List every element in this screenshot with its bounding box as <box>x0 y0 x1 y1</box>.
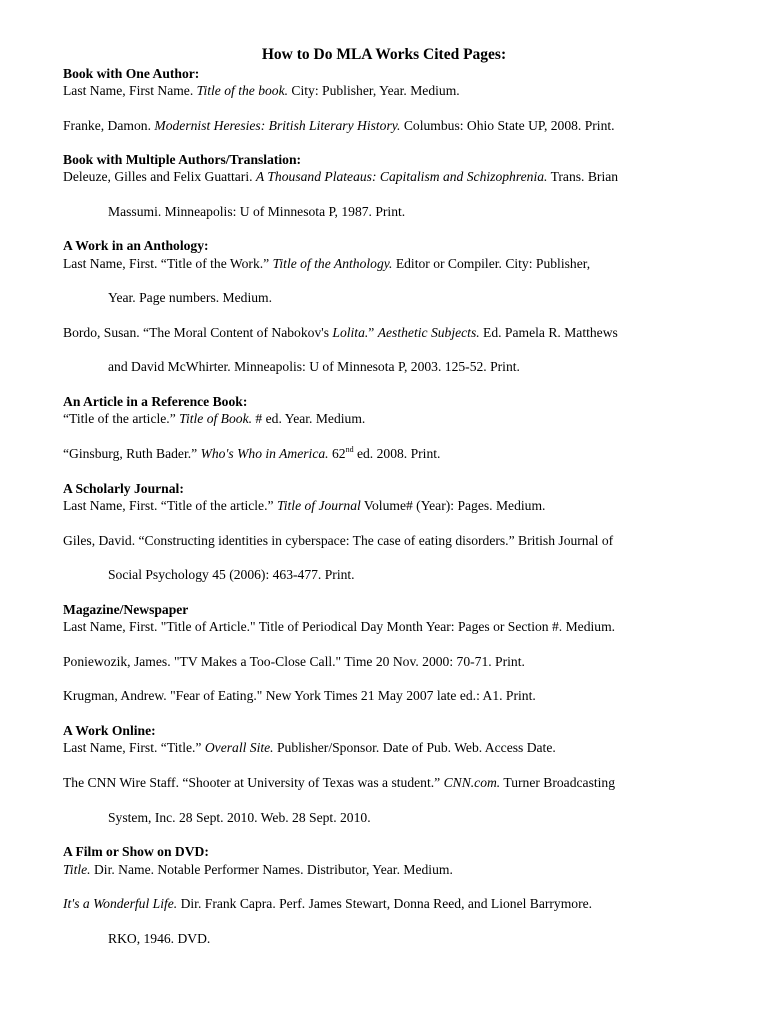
heading-reference-book: An Article in a Reference Book: <box>63 394 248 409</box>
example-work-online-line1: The CNN Wire Staff. “Shooter at University of Texas was a student.” CNN.com. Turner Broadcasting <box>63 775 616 790</box>
heading-magazine-newspaper: Magazine/Newspaper <box>63 602 189 617</box>
example-scholarly-journal-line2: Social Psychology 45 (2006): 463-477. Print. <box>108 567 355 582</box>
example-book-one-author: Franke, Damon. Modernist Heresies: British Literary History. Columbus: Ohio State UP, 2008. Print. <box>63 118 615 133</box>
template-book-one-author: Last Name, First Name. Title of the book. City: Publisher, Year. Medium. <box>63 83 460 98</box>
example-work-online-line2: System, Inc. 28 Sept. 2010. Web. 28 Sept. 2010. <box>108 810 371 825</box>
example-film-dvd-line2: RKO, 1946. DVD. <box>108 931 211 946</box>
heading-book-multiple-authors: Book with Multiple Authors/Translation: <box>63 152 302 167</box>
template-scholarly-journal: Last Name, First. “Title of the article.” Title of Journal Volume# (Year): Pages. Medium. <box>63 498 546 513</box>
example-reference-book: “Ginsburg, Ruth Bader.” Who's Who in America. 62nd ed. 2008. Print. <box>63 445 441 461</box>
template-work-online: Last Name, First. “Title.” Overall Site. Publisher/Sponsor. Date of Pub. Web. Access Date. <box>63 740 556 755</box>
heading-anthology: A Work in an Anthology: <box>63 238 209 253</box>
heading-film-dvd: A Film or Show on DVD: <box>63 844 209 859</box>
heading-book-one-author: Book with One Author: <box>63 66 200 81</box>
page-title: How to Do MLA Works Cited Pages: <box>261 46 507 63</box>
example-magazine-2: Krugman, Andrew. "Fear of Eating." New York Times 21 May 2007 late ed.: A1. Print. <box>63 688 536 703</box>
heading-work-online: A Work Online: <box>63 723 156 738</box>
example-film-dvd-line1: It's a Wonderful Life. Dir. Frank Capra. Perf. James Stewart, Donna Reed, and Lionel Barrymore. <box>63 896 593 911</box>
template-anthology-line2: Year. Page numbers. Medium. <box>108 290 272 305</box>
example-anthology-line1: Bordo, Susan. “The Moral Content of Nabokov's Lolita.” Aesthetic Subjects. Ed. Pamela R. Matthews <box>63 325 618 340</box>
template-reference-book: “Title of the article.” Title of Book. # ed. Year. Medium. <box>63 411 366 426</box>
example-book-multiple-authors-line1: Deleuze, Gilles and Felix Guattari. A Thousand Plateaus: Capitalism and Schizophrenia. Trans. Brian <box>63 169 619 184</box>
template-film-dvd: Title. Dir. Name. Notable Performer Names. Distributor, Year. Medium. <box>63 862 453 877</box>
template-magazine-newspaper: Last Name, First. "Title of Article." Title of Periodical Day Month Year: Pages or Section #. Medium. <box>63 619 616 634</box>
template-anthology-line1: Last Name, First. “Title of the Work.” Title of the Anthology. Editor or Compiler. City: Publisher, <box>63 256 591 271</box>
example-anthology-line2: and David McWhirter. Minneapolis: U of Minnesota P, 2003. 125-52. Print. <box>108 359 520 374</box>
example-book-multiple-authors-line2: Massumi. Minneapolis: U of Minnesota P, 1987. Print. <box>108 204 406 219</box>
heading-scholarly-journal: A Scholarly Journal: <box>63 481 184 496</box>
example-magazine-1: Poniewozik, James. "TV Makes a Too-Close Call." Time 20 Nov. 2000: 70-71. Print. <box>63 654 525 669</box>
example-scholarly-journal-line1: Giles, David. “Constructing identities in cyberspace: The case of eating disorders.” British Journal of <box>63 533 614 548</box>
